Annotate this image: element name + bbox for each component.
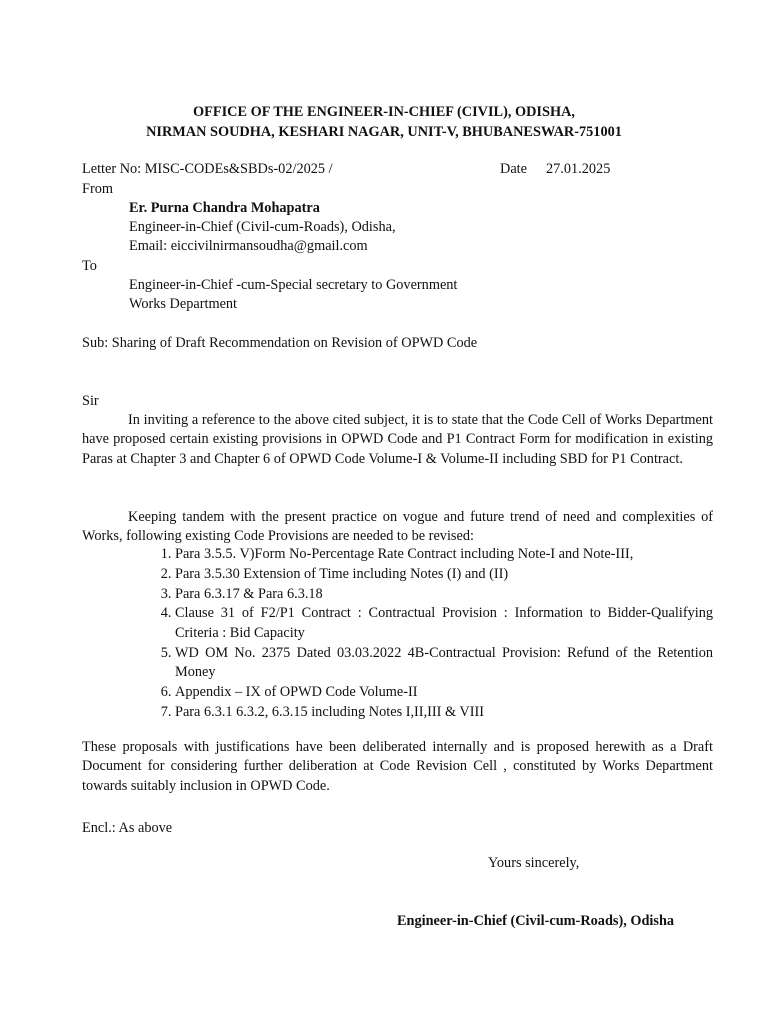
list-item: 7. Para 6.3.1 6.3.2, 6.3.15 including Notes I,II,III & VIII: [175, 703, 713, 722]
salutation: Sir: [82, 393, 99, 409]
sender-email: Email: eiccivilnirmansoudha@gmail.com: [129, 238, 368, 254]
enclosure-note: Encl.: As above: [82, 820, 173, 836]
office-heading-line2: NIRMAN SOUDHA, KESHARI NAGAR, UNIT-V, BHUBANESWAR-751001: [146, 124, 622, 140]
date-label: Date: [500, 161, 527, 177]
sender-designation: Engineer-in-Chief (Civil-cum-Roads), Odisha,: [129, 219, 396, 235]
signature-designation: Engineer-in-Chief (Civil-cum-Roads), Odisha: [397, 913, 675, 929]
body-paragraph-1: [82, 411, 713, 469]
list-item: 5. WD OM No. 2375 Dated 03.03.2022 4B-Contractual Provision: Refund of the Retention Money: [175, 644, 713, 683]
date-value: 27.01.2025: [546, 161, 611, 177]
recipient-line1: Engineer-in-Chief -cum-Special secretary to Government: [129, 277, 458, 293]
body-paragraph-2-text: Keeping tandem with the present practice on vogue and future trend of need and complexities of Works, following existing Code Provisions are needed to be revised:: [82, 509, 713, 545]
closing-phrase: Yours sincerely,: [488, 855, 580, 871]
to-label: To: [82, 258, 97, 274]
provisions-list: [130, 545, 713, 722]
subject-line: Sub: Sharing of Draft Recommendation on Revision of OPWD Code: [82, 335, 478, 351]
body-paragraph-3: These proposals with justifications have been deliberated internally and is proposed herewith as a Draft Document for considering further deliberation at Code Revision Cell , constituted by Works Department towards suitably inclusion in OPWD Code.: [82, 739, 713, 794]
office-heading-line1: OFFICE OF THE ENGINEER-IN-CHIEF (CIVIL), ODISHA,: [193, 104, 575, 120]
body-paragraph-2: [82, 508, 713, 547]
list-item: 4. Clause 31 of F2/P1 Contract : Contractual Provision : Information to Bidder-Qualifying Criteria : Bid Capacity: [175, 604, 713, 643]
recipient-line2: Works Department: [129, 296, 238, 312]
letter-number: Letter No: MISC-CODEs&SBDs-02/2025 /: [82, 161, 333, 177]
from-label: From: [82, 181, 113, 197]
list-item: 3. Para 6.3.17 & Para 6.3.18: [175, 585, 713, 604]
list-item: 6. Appendix – IX of OPWD Code Volume-II: [175, 683, 713, 702]
sender-name: Er. Purna Chandra Mohapatra: [129, 200, 320, 216]
body-paragraph-1-text: In inviting a reference to the above cited subject, it is to state that the Code Cell of Works Department have proposed certain existing provisions in OPWD Code and P1 Contract Form for modification in existing Paras at Chapter 3 and Chapter 6 of OPWD Code Volume-I & Volume-II including SBD for P1 Contract.: [82, 412, 713, 467]
list-item: 1. Para 3.5.5. V)Form No-Percentage Rate Contract including Note-I and Note-III,: [175, 545, 713, 564]
list-item: 2. Para 3.5.30 Extension of Time including Notes (I) and (II): [175, 565, 713, 584]
